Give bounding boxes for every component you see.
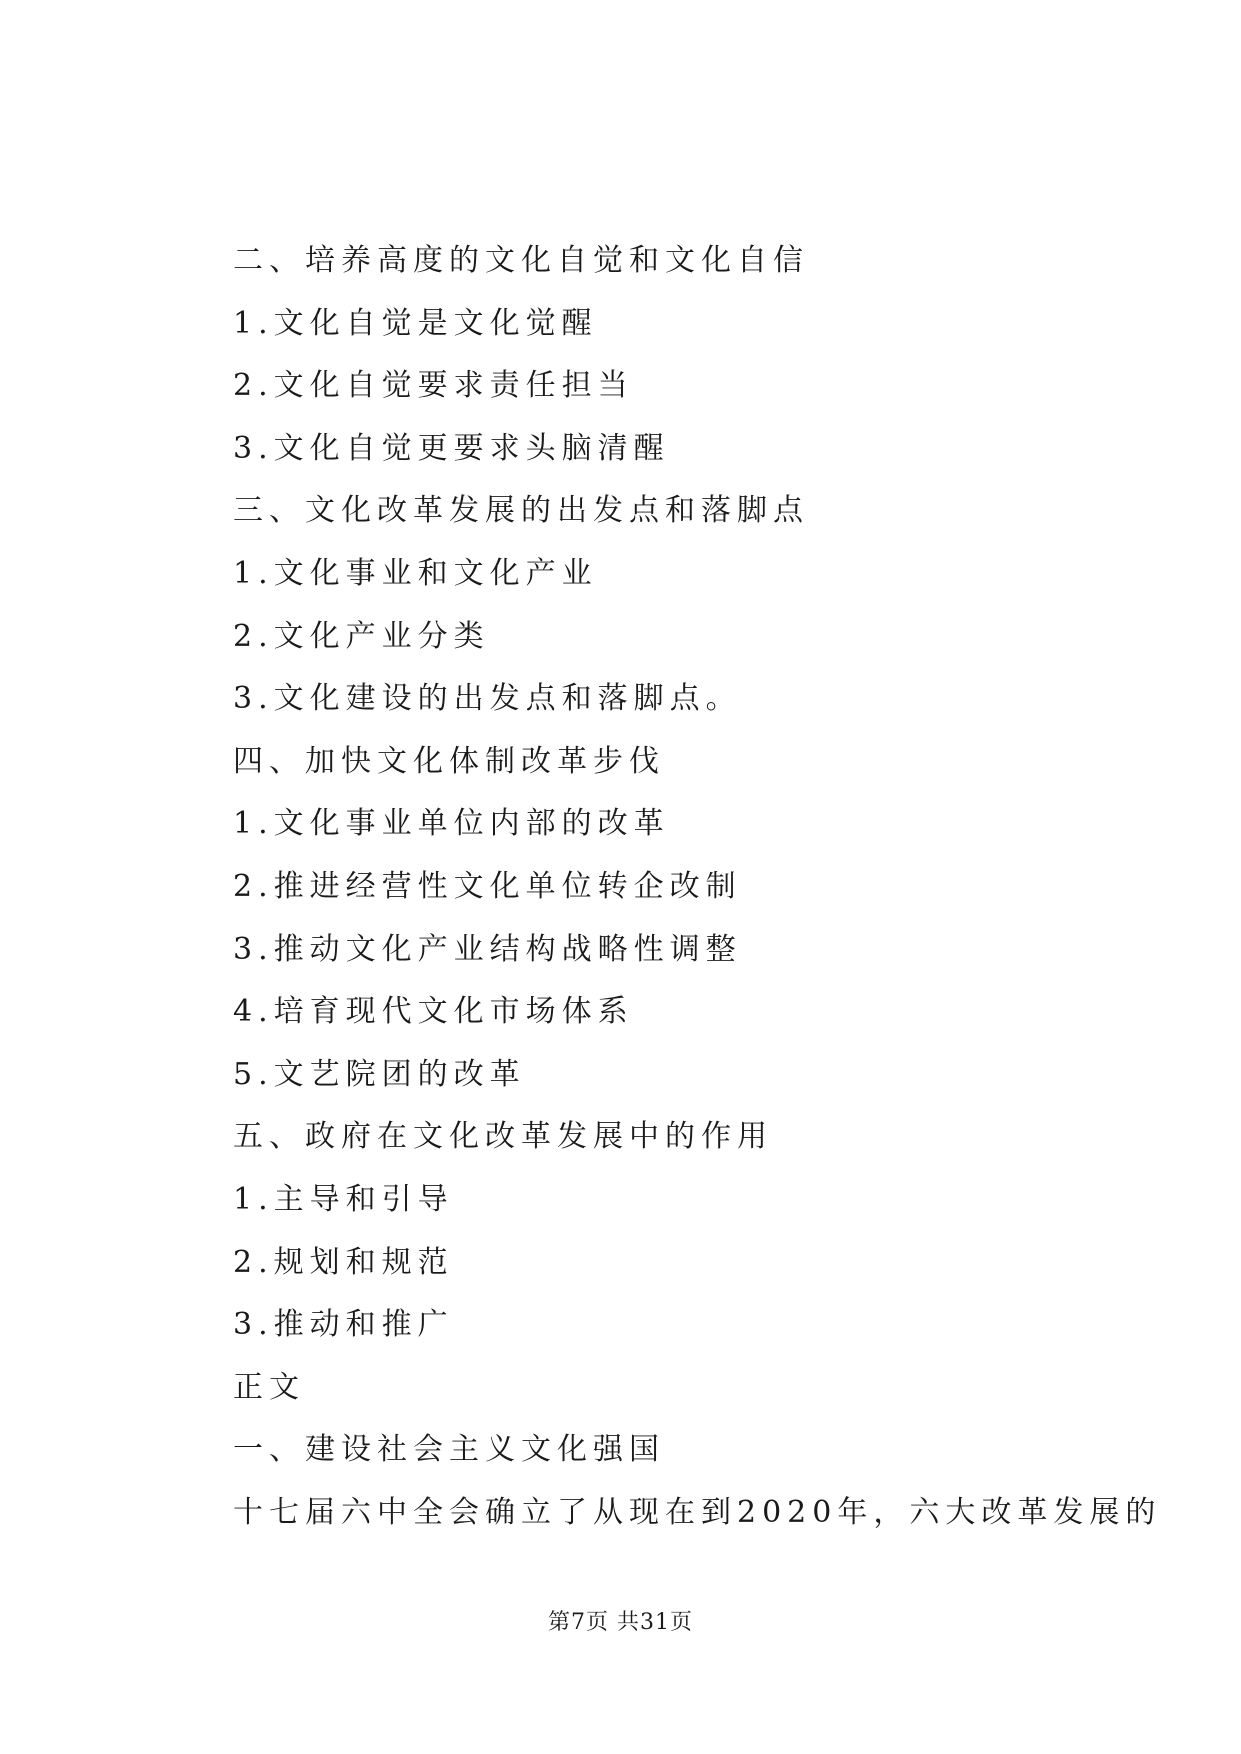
list-item: 3.文化建设的出发点和落脚点。 [233, 681, 742, 717]
list-item: 3.推动和推广 [233, 1307, 454, 1343]
document-body [233, 230, 1162, 1544]
list-item: 4.培育现代文化市场体系 [233, 994, 634, 1030]
list-item: 1.文化事业单位内部的改革 [233, 806, 670, 842]
list-item: 3.文化自觉更要求头脑清醒 [233, 430, 670, 466]
list-item: 1.文化事业和文化产业 [233, 555, 598, 591]
section-heading: 二、培养高度的文化自觉和文化自信 [233, 243, 809, 278]
list-item: 1.文化自觉是文化觉醒 [233, 305, 598, 341]
section-heading: 一、建设社会主义文化强国 [233, 1432, 665, 1468]
list-item: 5.文艺院团的改革 [233, 1056, 526, 1092]
paragraph-text: 十七届六中全会确立了从现在到2020年，六大改革发展的 [233, 1494, 1162, 1530]
list-item: 3.推动文化产业结构战略性调整 [233, 931, 742, 967]
list-item: 1.主导和引导 [233, 1181, 454, 1217]
list-item: 2.规划和规范 [233, 1244, 454, 1280]
page-number-footer: 第7页 共31页 [548, 1610, 693, 1635]
list-item: 2.文化自觉要求责任担当 [233, 368, 634, 404]
section-heading: 三、文化改革发展的出发点和落脚点 [233, 493, 809, 529]
section-heading: 五、政府在文化改革发展中的作用 [233, 1119, 773, 1155]
section-heading: 四、加快文化体制改革步伐 [233, 743, 665, 779]
body-heading: 正文 [233, 1369, 305, 1405]
list-item: 2.文化产业分类 [233, 618, 490, 654]
list-item: 2.推进经营性文化单位转企改制 [233, 868, 742, 904]
